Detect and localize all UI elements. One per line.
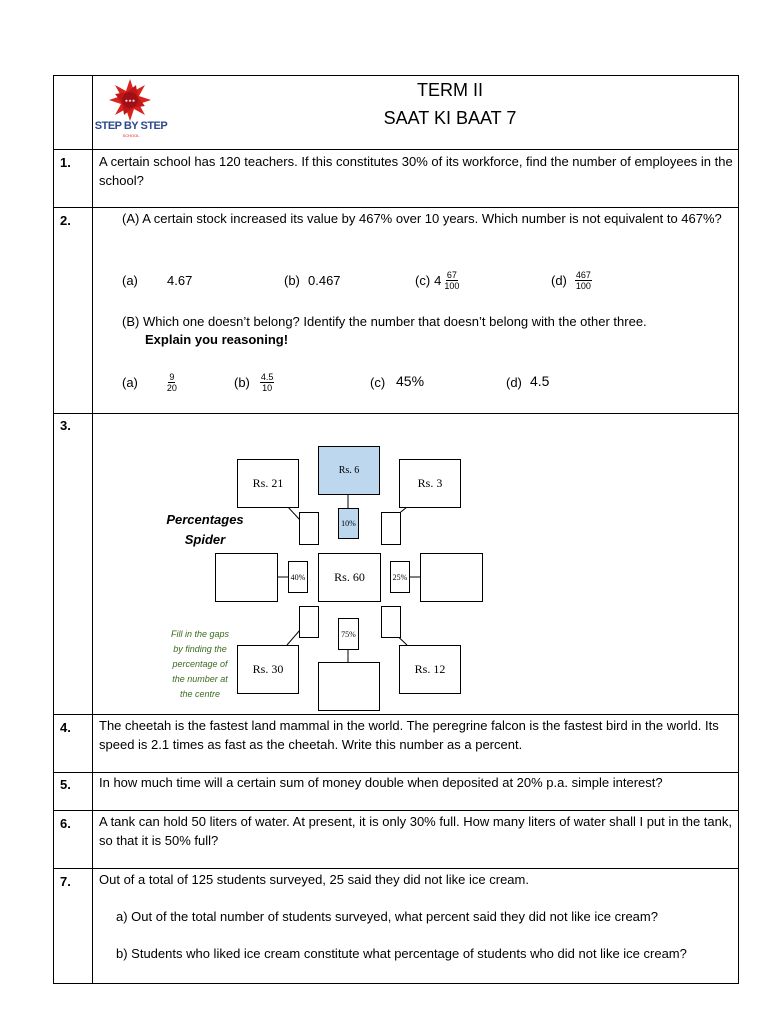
q2a-option-c-whole: 4 bbox=[434, 272, 442, 288]
term-heading: TERM II bbox=[417, 80, 483, 100]
spider-instruction bbox=[160, 627, 240, 702]
q2-part-a-text: (A) A certain stock increased its value by 467% over 10 years. Which number is not equivalent to 467%? bbox=[122, 211, 722, 226]
q7-part-b: b) Students who liked ice cream constitute what percentage of students who did not like ice cream? bbox=[116, 946, 687, 961]
spider-top-right-percent-box bbox=[381, 512, 401, 545]
q7-number: 7. bbox=[60, 874, 71, 889]
q2b-option-b-label: (b) bbox=[234, 374, 250, 390]
q4-text: The cheetah is the fastest land mammal in the world. The peregrine falcon is the fastest bird in the world. Its speed is 2.1 times as fast as the cheetah. Write this number as a percent. bbox=[99, 718, 719, 752]
q1-number: 1. bbox=[60, 155, 71, 170]
spider-bottom-left-value-box: Rs. 30 bbox=[237, 645, 299, 694]
q2a-option-d-label: (d) bbox=[551, 272, 567, 288]
q1-text: A certain school has 120 teachers. If this constitutes 30% of its workforce, find the number of employees in the school? bbox=[99, 154, 733, 188]
fraction-numerator: 4.5 bbox=[260, 371, 274, 382]
q5-number: 5. bbox=[60, 777, 71, 792]
logo-text: STEP BY STEP bbox=[94, 120, 168, 132]
spider-bottom-right-value-box: Rs. 12 bbox=[399, 645, 461, 694]
instruction-line: by finding the bbox=[173, 644, 227, 654]
logo-subtext: SCHOOL bbox=[122, 133, 140, 138]
spider-left-value-box bbox=[215, 553, 278, 602]
q2b-option-c-value: 45% bbox=[396, 373, 425, 389]
spider-bottom-percent-box: 75% bbox=[338, 618, 359, 650]
instruction-line: the centre bbox=[179, 689, 221, 699]
spider-bottom-right-percent-box bbox=[381, 606, 401, 638]
spider-left-percent-box: 40% bbox=[288, 561, 308, 593]
spider-bottom-left-percent-box bbox=[299, 606, 319, 638]
q7-part-a: a) Out of the total number of students surveyed, what percent said they did not like ice cream? bbox=[116, 909, 658, 924]
fraction-denominator: 20 bbox=[166, 382, 177, 393]
spider-center-box: Rs. 60 bbox=[318, 553, 381, 602]
spider-title-line-1: Percentages bbox=[166, 512, 244, 527]
spider-top-right-value-box: Rs. 3 bbox=[399, 459, 461, 508]
q2b-option-d-value: 4.5 bbox=[530, 373, 550, 389]
q2-part-b-emphasis: Explain you reasoning! bbox=[145, 332, 289, 347]
q5-text: In how much time will a certain sum of money double when deposited at 20% p.a. simple interest? bbox=[99, 775, 663, 790]
q2a-option-a-label: (a) bbox=[122, 273, 138, 288]
q4-number: 4. bbox=[60, 720, 71, 735]
instruction-line: the number at bbox=[172, 674, 228, 684]
fraction-denominator: 10 bbox=[262, 382, 273, 393]
instruction-line: percentage of bbox=[172, 659, 228, 669]
q3-number: 3. bbox=[60, 418, 71, 433]
spider-top-value-box: Rs. 6 bbox=[318, 446, 380, 495]
spider-bottom-value-box bbox=[318, 662, 380, 711]
fraction-numerator: 9 bbox=[169, 371, 175, 382]
q2b-option-a-label: (a) bbox=[122, 374, 138, 390]
q6-text: A tank can hold 50 liters of water. At present, it is only 30% full. How many liters of water shall I put in the tank, so that it is 50% full? bbox=[99, 814, 732, 848]
q2a-option-b-value: 0.467 bbox=[308, 273, 341, 288]
worksheet-title: SAAT KI BAAT 7 bbox=[383, 108, 517, 128]
spider-top-percent-box: 10% bbox=[338, 508, 359, 539]
spider-right-percent-box: 25% bbox=[390, 561, 410, 593]
spider-title-line-2: Spider bbox=[184, 532, 226, 547]
q2a-option-a-value: 4.67 bbox=[167, 273, 193, 288]
instruction-line: Fill in the gaps bbox=[170, 629, 230, 639]
fraction-denominator: 100 bbox=[444, 280, 460, 291]
q2a-option-b-label: (b) bbox=[284, 273, 300, 288]
spider-top-left-percent-box bbox=[299, 512, 319, 545]
spider-right-value-box bbox=[420, 553, 483, 602]
q2a-option-c-label: (c) bbox=[415, 272, 431, 288]
fraction-numerator: 467 bbox=[575, 269, 591, 280]
q2b-option-d-label: (d) bbox=[506, 375, 522, 390]
q2-part-b-text: (B) Which one doesn’t belong? Identify the number that doesn’t belong with the other three. bbox=[122, 314, 647, 329]
q7-text: Out of a total of 125 students surveyed, 25 said they did not like ice cream. bbox=[99, 872, 529, 887]
fraction-numerator: 67 bbox=[446, 269, 457, 280]
q6-number: 6. bbox=[60, 816, 71, 831]
q2b-option-c-label: (c) bbox=[370, 375, 386, 390]
fraction-denominator: 100 bbox=[575, 280, 591, 291]
q2-number: 2. bbox=[60, 213, 71, 228]
spider-top-left-value-box: Rs. 21 bbox=[237, 459, 299, 508]
svg-text:★★★: ★★★ bbox=[124, 98, 136, 103]
